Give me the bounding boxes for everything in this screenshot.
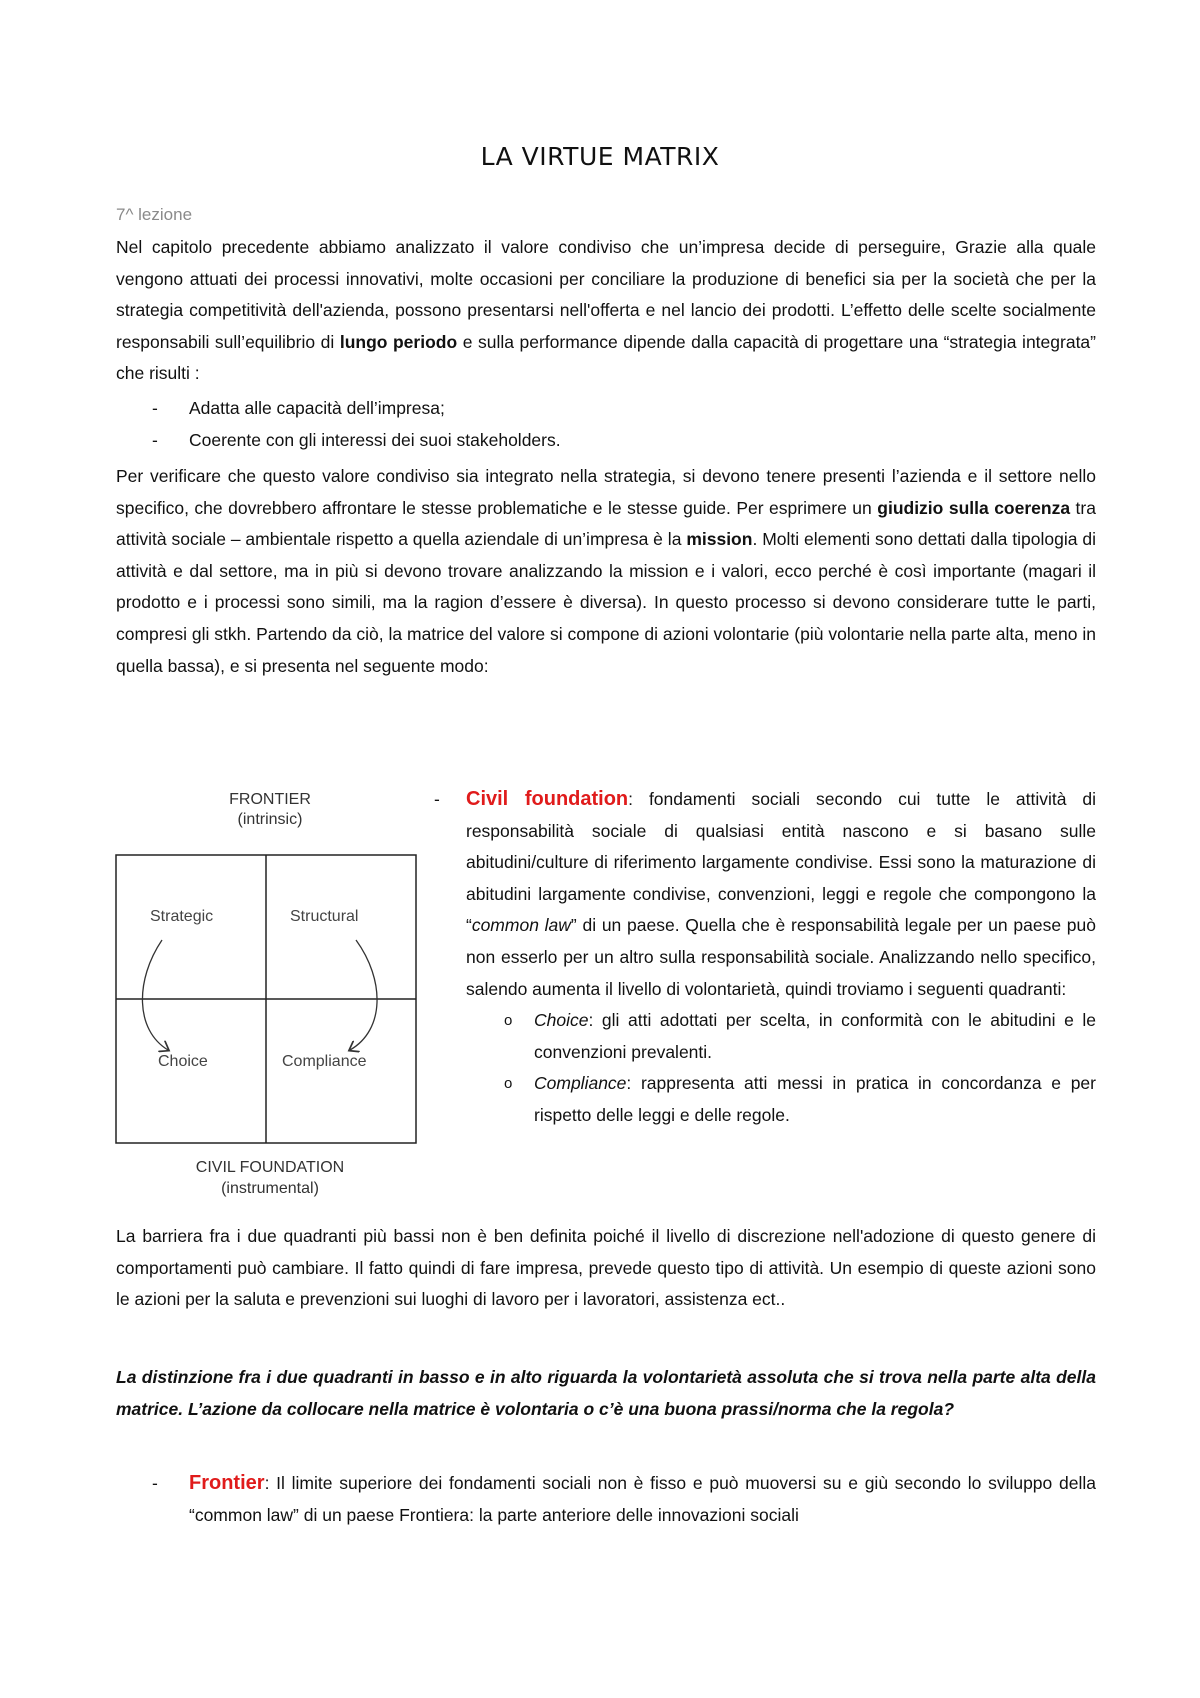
coherence-paragraph: Per verificare che questo valore condiviso sia integrato nella strategia, si devono tenere presenti l’azienda e il settore nello specifico, che dovrebbero affrontare le stesse problematiche e le stesse guide. Per esprimere un giudizio sulla coerenza tra attività sociale – ambientale rispetto a quella aziendale di un’impresa è la mission. Molti elementi sono dettati dalla tipologia di attività e dal settore, ma in più si devono trovare analizzando la mission e i valori, ecco perché è così importante (magari il prodotto e i processi sono simili, ma la ragion d’essere è diversa). In questo processo si devono considerare tutte le parti, compresi gli stkh. Partendo da ciò, la matrice del valore si compone di azioni volontarie (più volontarie nella parte alta, meno in quella bassa), e si presenta nel seguente modo: — [116, 466, 1096, 676]
frontier-term: Frontier — [189, 1472, 265, 1494]
list-item: o Compliance: rappresenta atti messi in pratica in concordanza e per rispetto delle leggi e delle regole. — [504, 1073, 1096, 1125]
list-item: - Coerente con gli interessi dei suoi stakeholders. — [152, 429, 561, 450]
barrier-paragraph: La barriera fra i due quadranti più bassi non è ben definita poiché il livello di discrezione nell'adozione di questo genere di comportamenti può cambiare. Il fatto quindi di fare impresa, prevede questo tipo di attività. Un esempio di queste azioni sono le azioni per la saluta e prevenzioni sui luoghi di lavoro per i lavoratori, assistenza ect.. — [116, 1226, 1096, 1310]
civil-foundation-term: Civil foundation — [466, 788, 629, 810]
quadrant-compliance: Compliance — [282, 1053, 367, 1070]
strategy-list — [116, 393, 1096, 456]
quadrant-strategic: Strategic — [150, 908, 214, 925]
virtue-matrix-figure — [110, 790, 430, 1220]
list-item: - Frontier: Il limite superiore dei fondamenti sociali non è fisso e può muoversi su e giù secondo lo sviluppo della “common law” di un paese Frontiera: la parte anteriore delle innovazioni sociali — [152, 1472, 1096, 1525]
page-title: LA VIRTUE MATRIX — [480, 142, 720, 171]
list-item: o Choice: gli atti adottati per scelta, in conformità con le abitudini e le convenzioni prevalenti. — [504, 1010, 1096, 1062]
civil-foundation-label: CIVIL FOUNDATION — [195, 1159, 345, 1176]
frontier-label: FRONTIER — [229, 791, 311, 808]
arrow-structural-to-compliance — [350, 940, 377, 1050]
civil-foundation-sublabel: (instrumental) — [221, 1180, 319, 1197]
lesson-subtitle: 7^ lezione — [116, 205, 193, 224]
civil-foundation-paragraph: Civil foundation: fondamenti sociali secondo cui tutte le attività di responsabilità sociale di qualsiasi entità nascono e si basano sulle abitudini/culture di riferimento largamente condivise. Essi sono la maturazione di abitudini largamente condivise, convenzioni, leggi e regole che compongono la “common law” di un paese. Quella che è responsabilità legale per un paese può non esserlo per un altro sulla responsabilità sociale. Analizzando nello specifico, salendo aumenta il livello di volontarietà, quindi troviamo i seguenti quadranti: — [466, 788, 1096, 999]
civil-foundation-section: - Civil foundation: fondamenti sociali secondo cui tutte le attività di responsabilità sociale di qualsiasi entità nascono e si basano sulle abitudini/culture di riferimento largamente condivise. Essi sono la maturazione di abitudini largamente condivise, convenzioni, leggi e regole che compongono la “common law” di un paese. Quella che è responsabilità legale per un paese può non esserlo per un altro sulla responsabilità sociale. Analizzando nello specifico, salendo aumenta il livello di volontarietà, quindi troviamo i seguenti quadranti: o Choice: gli atti adottati per scelta, in conformità con le abitudini e le convenzioni prevalenti. o Compliance: rappresenta atti messi in pratica in concordanza e per rispetto delle leggi e delle regole. — [466, 784, 1096, 1132]
matrix-grid — [110, 790, 430, 1220]
distinction-question: La distinzione fra i due quadranti in basso e in alto riguarda la volontarietà assoluta che si trova nella parte alta della matrice. L’azione da collocare nella matrice è volontaria o c’è una buona prassi/norma che la regola? — [116, 1367, 1096, 1419]
list-item: - Adatta alle capacità dell’impresa; — [152, 398, 445, 418]
arrow-strategic-to-choice — [142, 940, 168, 1050]
quadrant-list — [466, 1005, 1096, 1131]
intro-paragraph: Nel capitolo precedente abbiamo analizzato il valore condiviso che un’impresa decide di perseguire, Grazie alla quale vengono attuati dei processi innovativi, molte occasioni per conciliare la produzione di benefici sia per la società che per la strategia competitività dell'azienda, possono presentarsi nell'offerta e nel lancio dei prodotti. L’effetto delle scelte socialmente responsabili sull’equilibrio di lungo periodo e sulla performance dipende dalla capacità di progettare una “strategia integrata” che risulti : — [116, 237, 1096, 384]
quadrant-structural: Structural — [290, 908, 359, 925]
frontier-list — [116, 1468, 1096, 1531]
frontier-sublabel: (intrinsic) — [237, 811, 303, 828]
quadrant-choice: Choice — [158, 1053, 208, 1070]
